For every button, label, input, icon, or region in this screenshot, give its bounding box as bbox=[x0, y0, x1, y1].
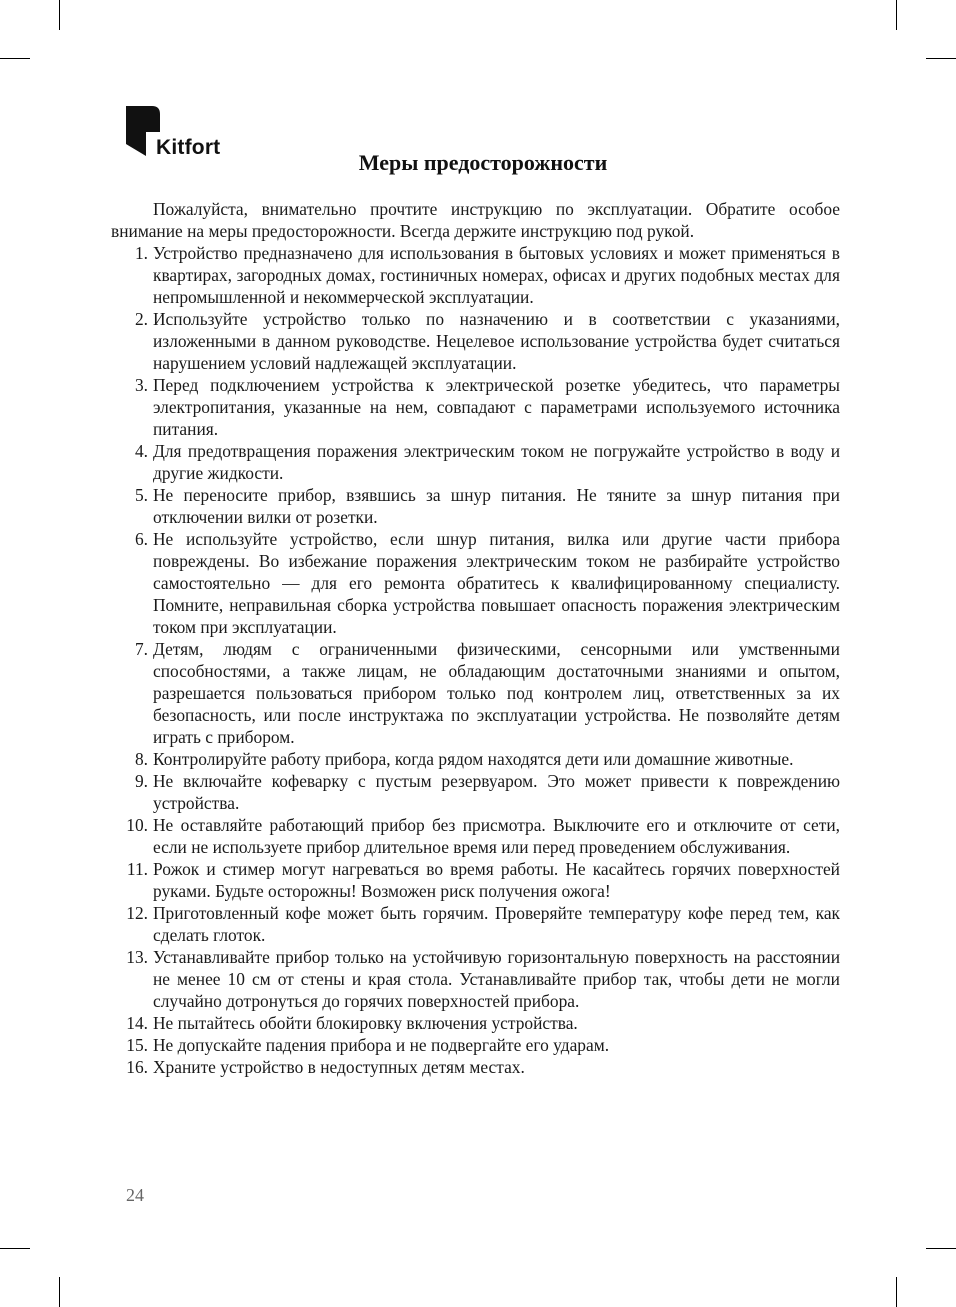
crop-mark bbox=[896, 0, 897, 30]
list-item bbox=[111, 1012, 840, 1034]
kitfort-logo-icon bbox=[126, 106, 160, 156]
safety-content bbox=[111, 198, 840, 1078]
crop-mark bbox=[0, 1248, 30, 1249]
list-item-number: 1. bbox=[134, 243, 148, 263]
list-item-number: 13. bbox=[126, 947, 148, 967]
intro-paragraph: Пожалуйста, внимательно прочтите инструкцию по эксплуатации. Обратите особое внимание на меры предосторожности. Всегда держите инструкцию под рукой. bbox=[111, 199, 840, 241]
page-title: Меры предосторожности bbox=[358, 150, 608, 175]
list-item bbox=[111, 1056, 840, 1078]
list-item bbox=[111, 308, 840, 374]
list-item-text: Перед подключением устройства к электрической розетке убедитесь, что параметры электропитания, указанные на нем, совпадают с параметрами используемого источника питания. bbox=[153, 375, 840, 439]
list-item bbox=[111, 484, 840, 528]
list-item-text: Для предотвращения поражения электрическим током не погружайте устройство в воду и другие жидкости. bbox=[153, 441, 840, 483]
list-item-text: Контролируйте работу прибора, когда рядом находятся дети или домашние животные. bbox=[153, 749, 794, 769]
list-item-number: 14. bbox=[126, 1013, 148, 1033]
list-item bbox=[111, 748, 840, 770]
safety-rules-list bbox=[111, 242, 840, 1078]
list-item bbox=[111, 814, 840, 858]
crop-mark bbox=[0, 58, 30, 59]
page-number: 24 bbox=[126, 1185, 144, 1205]
list-item-number: 10. bbox=[126, 815, 148, 835]
list-item-number: 6. bbox=[134, 529, 148, 549]
crop-mark bbox=[59, 0, 60, 30]
list-item-number: 16. bbox=[126, 1057, 148, 1077]
list-item-number: 4. bbox=[134, 441, 148, 461]
crop-mark bbox=[896, 1277, 897, 1307]
list-item-text: Не оставляйте работающий прибор без присмотра. Выключите его и отключите от сети, если не используете прибор длительное время или перед проведением обслуживания. bbox=[153, 815, 840, 857]
list-item-text: Устанавливайте прибор только на устойчивую горизонтальную поверхность на расстоянии не менее 10 см от стены и края стола. Устанавливайте прибор так, чтобы дети не могли случайно дотронуться до горячих поверхностей прибора. bbox=[153, 947, 840, 1011]
list-item bbox=[111, 242, 840, 308]
crop-mark bbox=[926, 58, 956, 59]
crop-mark bbox=[59, 1277, 60, 1307]
list-item-text: Не используйте устройство, если шнур питания, вилка или другие части прибора повреждены. Во избежание поражения электрическим током не разбирайте устройство самостоятельно — для его ремонта обратитесь к квалифицированному специалисту. Помните, неправильная сборка устройства повышает опасность поражения электрическим током при эксплуатации. bbox=[153, 529, 840, 637]
list-item-text: Не пытайтесь обойти блокировку включения устройства. bbox=[153, 1013, 578, 1033]
list-item bbox=[111, 440, 840, 484]
list-item bbox=[111, 528, 840, 638]
list-item-text: Устройство предназначено для использования в бытовых условиях и может применяться в квартирах, загородных домах, гостиничных номерах, офисах и других подобных местах для непромышленной и некоммерческой эксплуатации. bbox=[153, 243, 840, 307]
list-item-number: 15. bbox=[126, 1035, 148, 1055]
list-item-number: 11. bbox=[126, 859, 148, 879]
list-item-text: Не переносите прибор, взявшись за шнур питания. Не тяните за шнур питания при отключении вилки от розетки. bbox=[153, 485, 840, 527]
list-item-text: Приготовленный кофе может быть горячим. Проверяйте температуру кофе перед тем, как сделать глоток. bbox=[153, 903, 840, 945]
list-item-text: Детям, людям с ограниченными физическими, сенсорными или умственными способностями, а также лицам, не обладающим достаточными знаниями и опытом, разрешается пользоваться прибором только под контролем лиц, ответственных за их безопасность, или после инструктажа по эксплуатации устройства. Не позволяйте детям играть с прибором. bbox=[153, 639, 840, 747]
list-item bbox=[111, 638, 840, 748]
crop-mark bbox=[926, 1248, 956, 1249]
list-item-number: 5. bbox=[134, 485, 148, 505]
list-item bbox=[111, 858, 840, 902]
list-item-text: Не включайте кофеварку с пустым резервуаром. Это может привести к повреждению устройства. bbox=[153, 771, 840, 813]
list-item-text: Храните устройство в недоступных детям местах. bbox=[153, 1057, 525, 1077]
list-item bbox=[111, 374, 840, 440]
list-item bbox=[111, 946, 840, 1012]
brand-name: Kitfort bbox=[156, 136, 221, 159]
list-item-text: Рожок и стимер могут нагреваться во время работы. Не касайтесь горячих поверхностей руками. Будьте осторожны! Возможен риск получения ожога! bbox=[153, 859, 840, 901]
list-item-number: 3. bbox=[134, 375, 148, 395]
list-item-text: Используйте устройство только по назначению и в соответствии с указаниями, изложенными в данном руководстве. Нецелевое использование устройства будет считаться нарушением условий надлежащей эксплуатации. bbox=[153, 309, 840, 373]
list-item bbox=[111, 902, 840, 946]
list-item bbox=[111, 1034, 840, 1056]
list-item-text: Не допускайте падения прибора и не подвергайте его ударам. bbox=[153, 1035, 610, 1055]
list-item-number: 12. bbox=[126, 903, 148, 923]
list-item-number: 7. bbox=[134, 639, 148, 659]
list-item-number: 8. bbox=[134, 749, 148, 769]
list-item-number: 2. bbox=[134, 309, 148, 329]
list-item bbox=[111, 770, 840, 814]
list-item-number: 9. bbox=[134, 771, 148, 791]
